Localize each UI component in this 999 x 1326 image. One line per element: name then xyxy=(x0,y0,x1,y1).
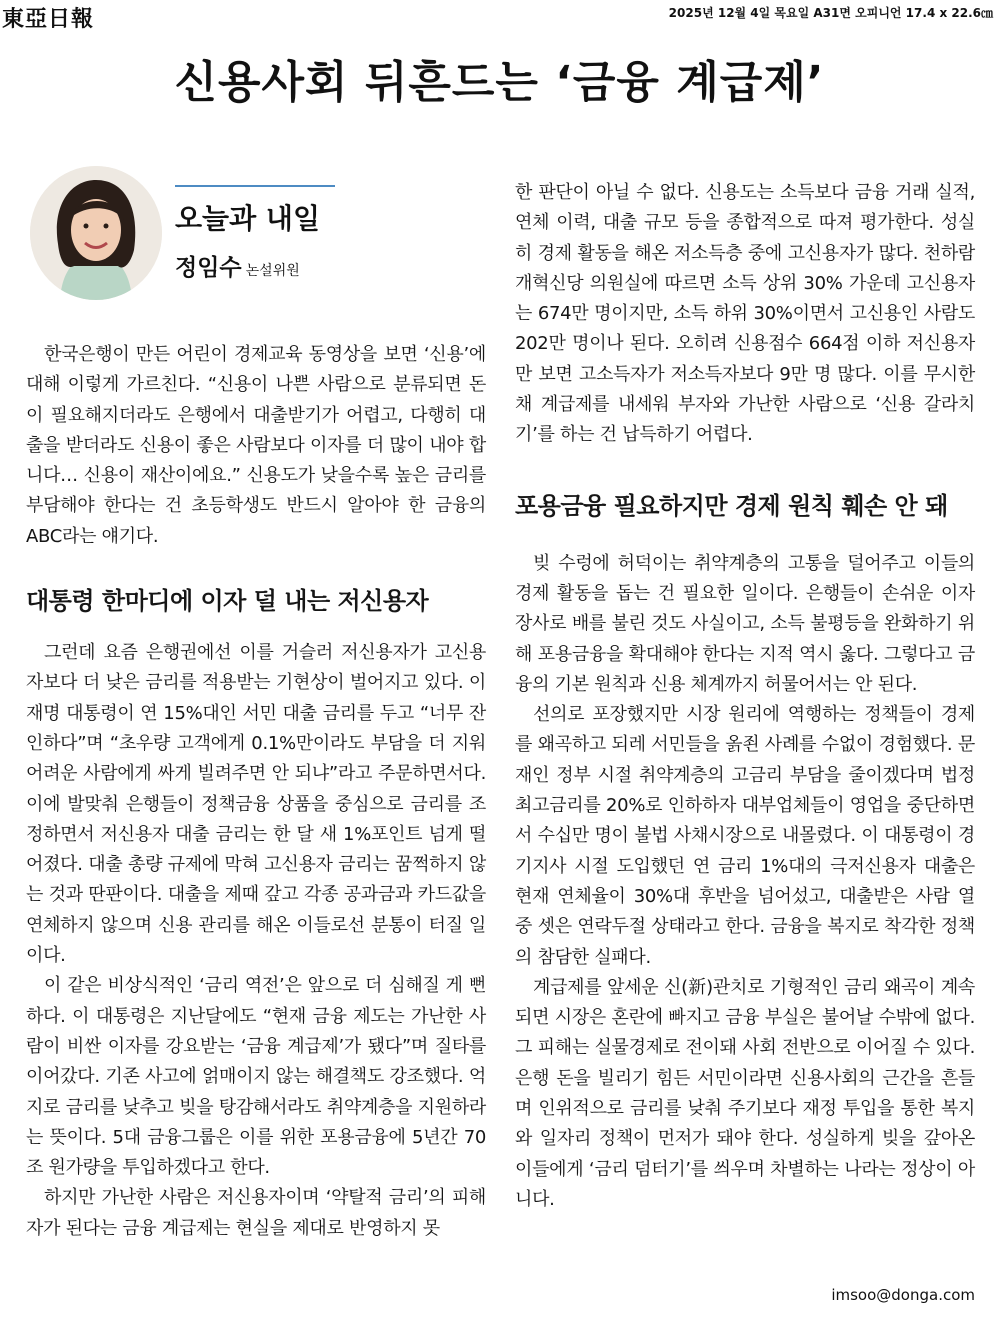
paragraph: 빚 수렁에 허덕이는 취약계층의 고통을 덜어주고 이들의 경제 활동을 돕는 건 필요한 일이다. 은행들이 손쉬운 이자 장사로 배를 불린 것도 사실이고, 소득 불평등을 완화하기 위해 포용금융을 확대해야 한다는 지적 역시 옳다. 그렇다고 금융의 기본 원칙과 신용 체계까지 허물어서는 안 된다. xyxy=(515,552,975,695)
column-header xyxy=(175,185,335,282)
author-name: 정임수 xyxy=(175,255,242,281)
headline: 신용사회 뒤흔드는 ‘금융 계급제’ xyxy=(174,57,825,108)
right-column xyxy=(515,178,975,1215)
paragraph: 그런데 요즘 은행권에선 이를 거슬러 저신용자가 고신용자보다 더 낮은 금리를 적용받는 기현상이 벌어지고 있다. 이재명 대통령이 연 15%대인 서민 대출 금리를 두고 “너무 잔인하다”며 “초우량 고객에게 0.1%만이라도 부담을 더 지워 어려운 사람에게 싸게 빌려주면 안 되냐”라고 주문하면서다. 이에 발맞춰 은행들이 정책금융 상품을 중심으로 금리를 조정하면서 저신용자 대출 금리는 한 달 새 1%포인트 넘게 떨어졌다. 대출 총량 규제에 막혀 고신용자 금리는 꿈쩍하지 않는 것과 딴판이다. 대출을 제때 갚고 각종 공과금과 카드값을 연체하지 않으며 신용 관리를 해온 이들로선 분통이 터질 일이다. xyxy=(26,642,486,967)
issue-meta: 2025년 12월 4일 목요일 A31면 오피니언 17.4 x 22.6㎝ xyxy=(668,6,993,20)
paragraph: 계급제를 앞세운 신(新)관치로 기형적인 금리 왜곡이 계속되면 시장은 혼란에 빠지고 금융 부실은 불어날 수밖에 없다. 그 피해는 실물경제로 전이돼 사회 전반으로 이어질 수 있다. 은행 돈을 빌리기 힘든 서민이라면 신용사회의 근간을 흔들며 인위적으로 금리를 낮춰 주기보다 재정 투입을 통한 복지와 일자리 정책이 먼저가 돼야 한다. 성실하게 빚을 갚아온 이들에게 ‘금리 덤터기’를 씌우며 차별하는 나라는 정상이 아니다. xyxy=(515,976,975,1210)
paragraph: 이 같은 비상식적인 ‘금리 역전’은 앞으로 더 심해질 게 뻔하다. 이 대통령은 지난달에도 “현재 금융 제도는 가난한 사람이 비싼 이자를 강요받는 ‘금융 계급제’가 됐다”며 질타를 이어갔다. 기존 사고에 얽매이지 않는 해결책도 강조했다. 억지로 금리를 낮추고 빚을 탕감해서라도 취약계층을 지원하라는 뜻이다. 5대 금융그룹은 이를 위한 포용금융에 5년간 70조 원가량을 투입하겠다고 한다. xyxy=(26,975,486,1179)
author-portrait-icon xyxy=(30,166,162,300)
column-name: 오늘과 내일 xyxy=(175,202,320,235)
author-role: 논설위원 xyxy=(245,263,300,279)
column-rule xyxy=(175,185,335,187)
author-email: imsoo@donga.com xyxy=(831,1286,975,1304)
newspaper-masthead: 東亞日報 xyxy=(2,6,95,32)
paragraph-continued: 한 판단이 아닐 수 없다. 신용도는 소득보다 금융 거래 실적, 연체 이력, 대출 규모 등을 종합적으로 따져 평가한다. 성실히 경제 활동을 해온 저소득층 중에 고신용자가 많다. 천하람 개혁신당 의원실에 따르면 소득 상위 30% 가운데 고신용자는 674만 명이지만, 소득 하위 30%이면서 고신용인 사람도 202만 명이나 된다. 오히려 신용점수 664점 이하 저신용자만 보면 고소득자가 저소득자보다 9만 명 많다. 이를 무시한 채 계급제를 내세워 부자와 가난한 사람으로 ‘신용 갈라치기’를 하는 건 납득하기 어렵다. xyxy=(515,182,975,446)
paragraph: 하지만 가난한 사람은 저신용자이며 ‘약탈적 금리’의 피해자가 된다는 금융 계급제는 현실을 제대로 반영하지 못 xyxy=(26,1187,486,1239)
left-column xyxy=(26,340,486,1244)
intro-paragraph: 한국은행이 만든 어린이 경제교육 동영상을 보면 ‘신용’에 대해 이렇게 가르친다. “신용이 나쁜 사람으로 분류되면 돈이 필요해지더라도 은행에서 대출받기가 어렵고, 다행히 대출을 받더라도 신용이 좋은 사람보다 이자를 더 많이 내야 합니다… 신용이 재산이에요.” 신용도가 낮을수록 높은 금리를 부담해야 한다는 건 초등학생도 반드시 알아야 한 금융의 ABC라는 얘기다. xyxy=(26,344,486,547)
paragraph: 선의로 포장했지만 시장 원리에 역행하는 정책들이 경제를 왜곡하고 되레 서민들을 옭죈 사례를 수없이 경험했다. 문재인 정부 시절 취약계층의 고금리 부담을 줄이겠다며 법정 최고금리를 20%로 인하하자 대부업체들이 영업을 중단하면서 수십만 명이 불법 사채시장으로 내몰렸다. 이 대통령이 경기지사 시절 도입했던 연 금리 1%대의 극저신용자 대출은 현재 연체율이 30%대 후반을 넘어섰고, 대출받은 사람 열 중 셋은 연락두절 상태라고 한다. 금융을 복지로 착각한 정책의 참담한 실패다. xyxy=(515,704,975,968)
author-line xyxy=(175,249,335,282)
subhead-1: 대통령 한마디에 이자 덜 내는 저신용자 xyxy=(26,587,429,616)
subhead-2: 포용금융 필요하지만 경제 원칙 훼손 안 돼 xyxy=(515,491,948,520)
author-photo xyxy=(30,166,162,300)
